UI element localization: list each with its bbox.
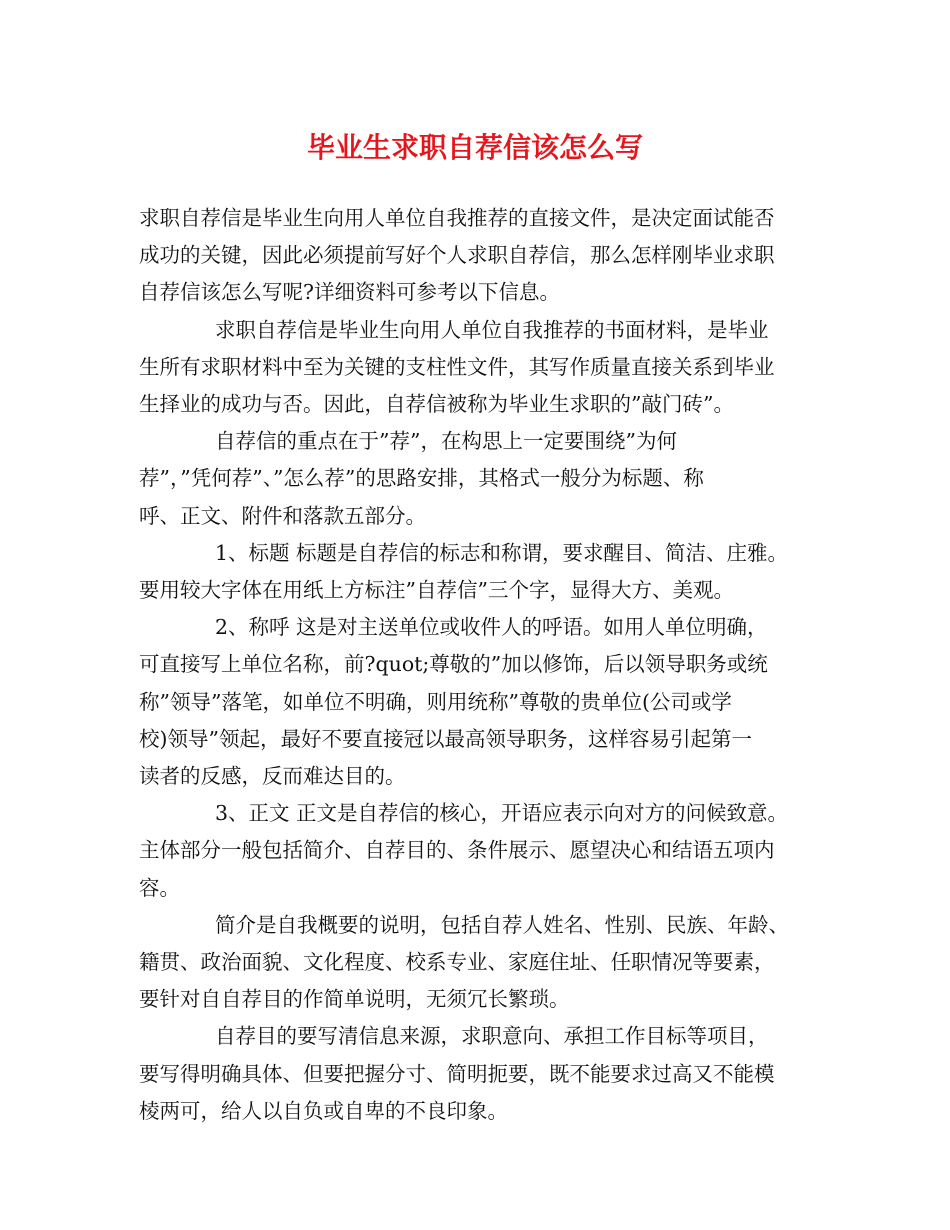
paragraph [139, 795, 815, 907]
paragraph-line: 简介是自我概要的说明，包括自荐人姓名、性别、民族、年龄、 [215, 912, 789, 937]
paragraph-line: 读者的反感，反而难达目的。 [139, 764, 406, 789]
paragraph-line: 2、称呼 这是对主送单位或收件人的呼语。如用人单位明确， [215, 615, 768, 640]
paragraph-line: 可直接写上单位名称，前?quot;尊敬的”加以修饰，后以领导职务或统 [139, 652, 768, 677]
paragraph [139, 312, 815, 424]
paragraph [139, 200, 815, 312]
paragraph-line: 呼、正文、附件和落款五部分。 [139, 503, 426, 528]
paragraph [139, 1018, 815, 1130]
paragraph-line: 称”领导”落笔，如单位不明确，则用统称”尊敬的贵单位(公司或学 [139, 689, 732, 714]
paragraph-line: 荐”，”凭何荐”、”怎么荐”的思路安排，其格式一般分为标题、称 [139, 466, 704, 491]
document-title: 毕业生求职自荐信该怎么写 [306, 131, 643, 164]
paragraph-line: 校)领导”领起，最好不要直接冠以最高领导职务，这样容易引起第一 [139, 726, 752, 751]
paragraph [139, 535, 815, 609]
paragraph-line: 1、标题 标题是自荐信的标志和称谓，要求醒目、简洁、庄雅。 [215, 540, 789, 565]
paragraph-line: 籍贯、政治面貌、文化程度、校系专业、家庭住址、任职情况等要素， [139, 950, 775, 975]
paragraph-line: 求职自荐信是毕业生向用人单位自我推荐的直接文件，是决定面试能否 [139, 206, 775, 230]
paragraph [139, 907, 815, 1019]
paragraph-line: 棱两可，给人以自负或自卑的不良印象。 [139, 1098, 508, 1123]
paragraph-line: 生所有求职材料中至为关键的支柱性文件，其写作质量直接关系到毕业 [139, 354, 775, 379]
paragraph-line: 容。 [139, 875, 180, 900]
paragraph-line: 求职自荐信是毕业生向用人单位自我推荐的书面材料，是毕业 [215, 317, 769, 342]
paragraph [139, 609, 815, 795]
paragraph-line: 要针对自自荐目的作简单说明，无须冗长繁琐。 [139, 987, 570, 1012]
paragraph-line: 生择业的成功与否。因此，自荐信被称为毕业生求职的”敲门砖”。 [139, 392, 734, 417]
paragraph-line: 主体部分一般包括简介、自荐目的、条件展示、愿望决心和结语五项内 [139, 838, 775, 863]
paragraph-line: 自荐目的要写清信息来源，求职意向、承担工作目标等项目， [215, 1024, 769, 1049]
paragraph-line: 成功的关键，因此必须提前写好个人求职自荐信，那么怎样刚毕业求职 [139, 243, 775, 268]
paragraph-line: 自荐信该怎么写呢?详细资料可参考以下信息。 [139, 280, 560, 305]
paragraph-line: 3、正文 正文是自荐信的核心，开语应表示向对方的问候致意。 [215, 801, 789, 826]
paragraph-line: 自荐信的重点在于”荐”，在构思上一定要围绕”为何 [215, 429, 677, 454]
paragraph-line: 要用较大字体在用纸上方标注”自荐信”三个字，显得大方、美观。 [139, 578, 734, 603]
paragraph-line: 要写得明确具体、但要把握分寸、简明扼要，既不能要求过高又不能模 [139, 1061, 775, 1086]
document-body [139, 200, 815, 1130]
paragraph [139, 423, 815, 535]
